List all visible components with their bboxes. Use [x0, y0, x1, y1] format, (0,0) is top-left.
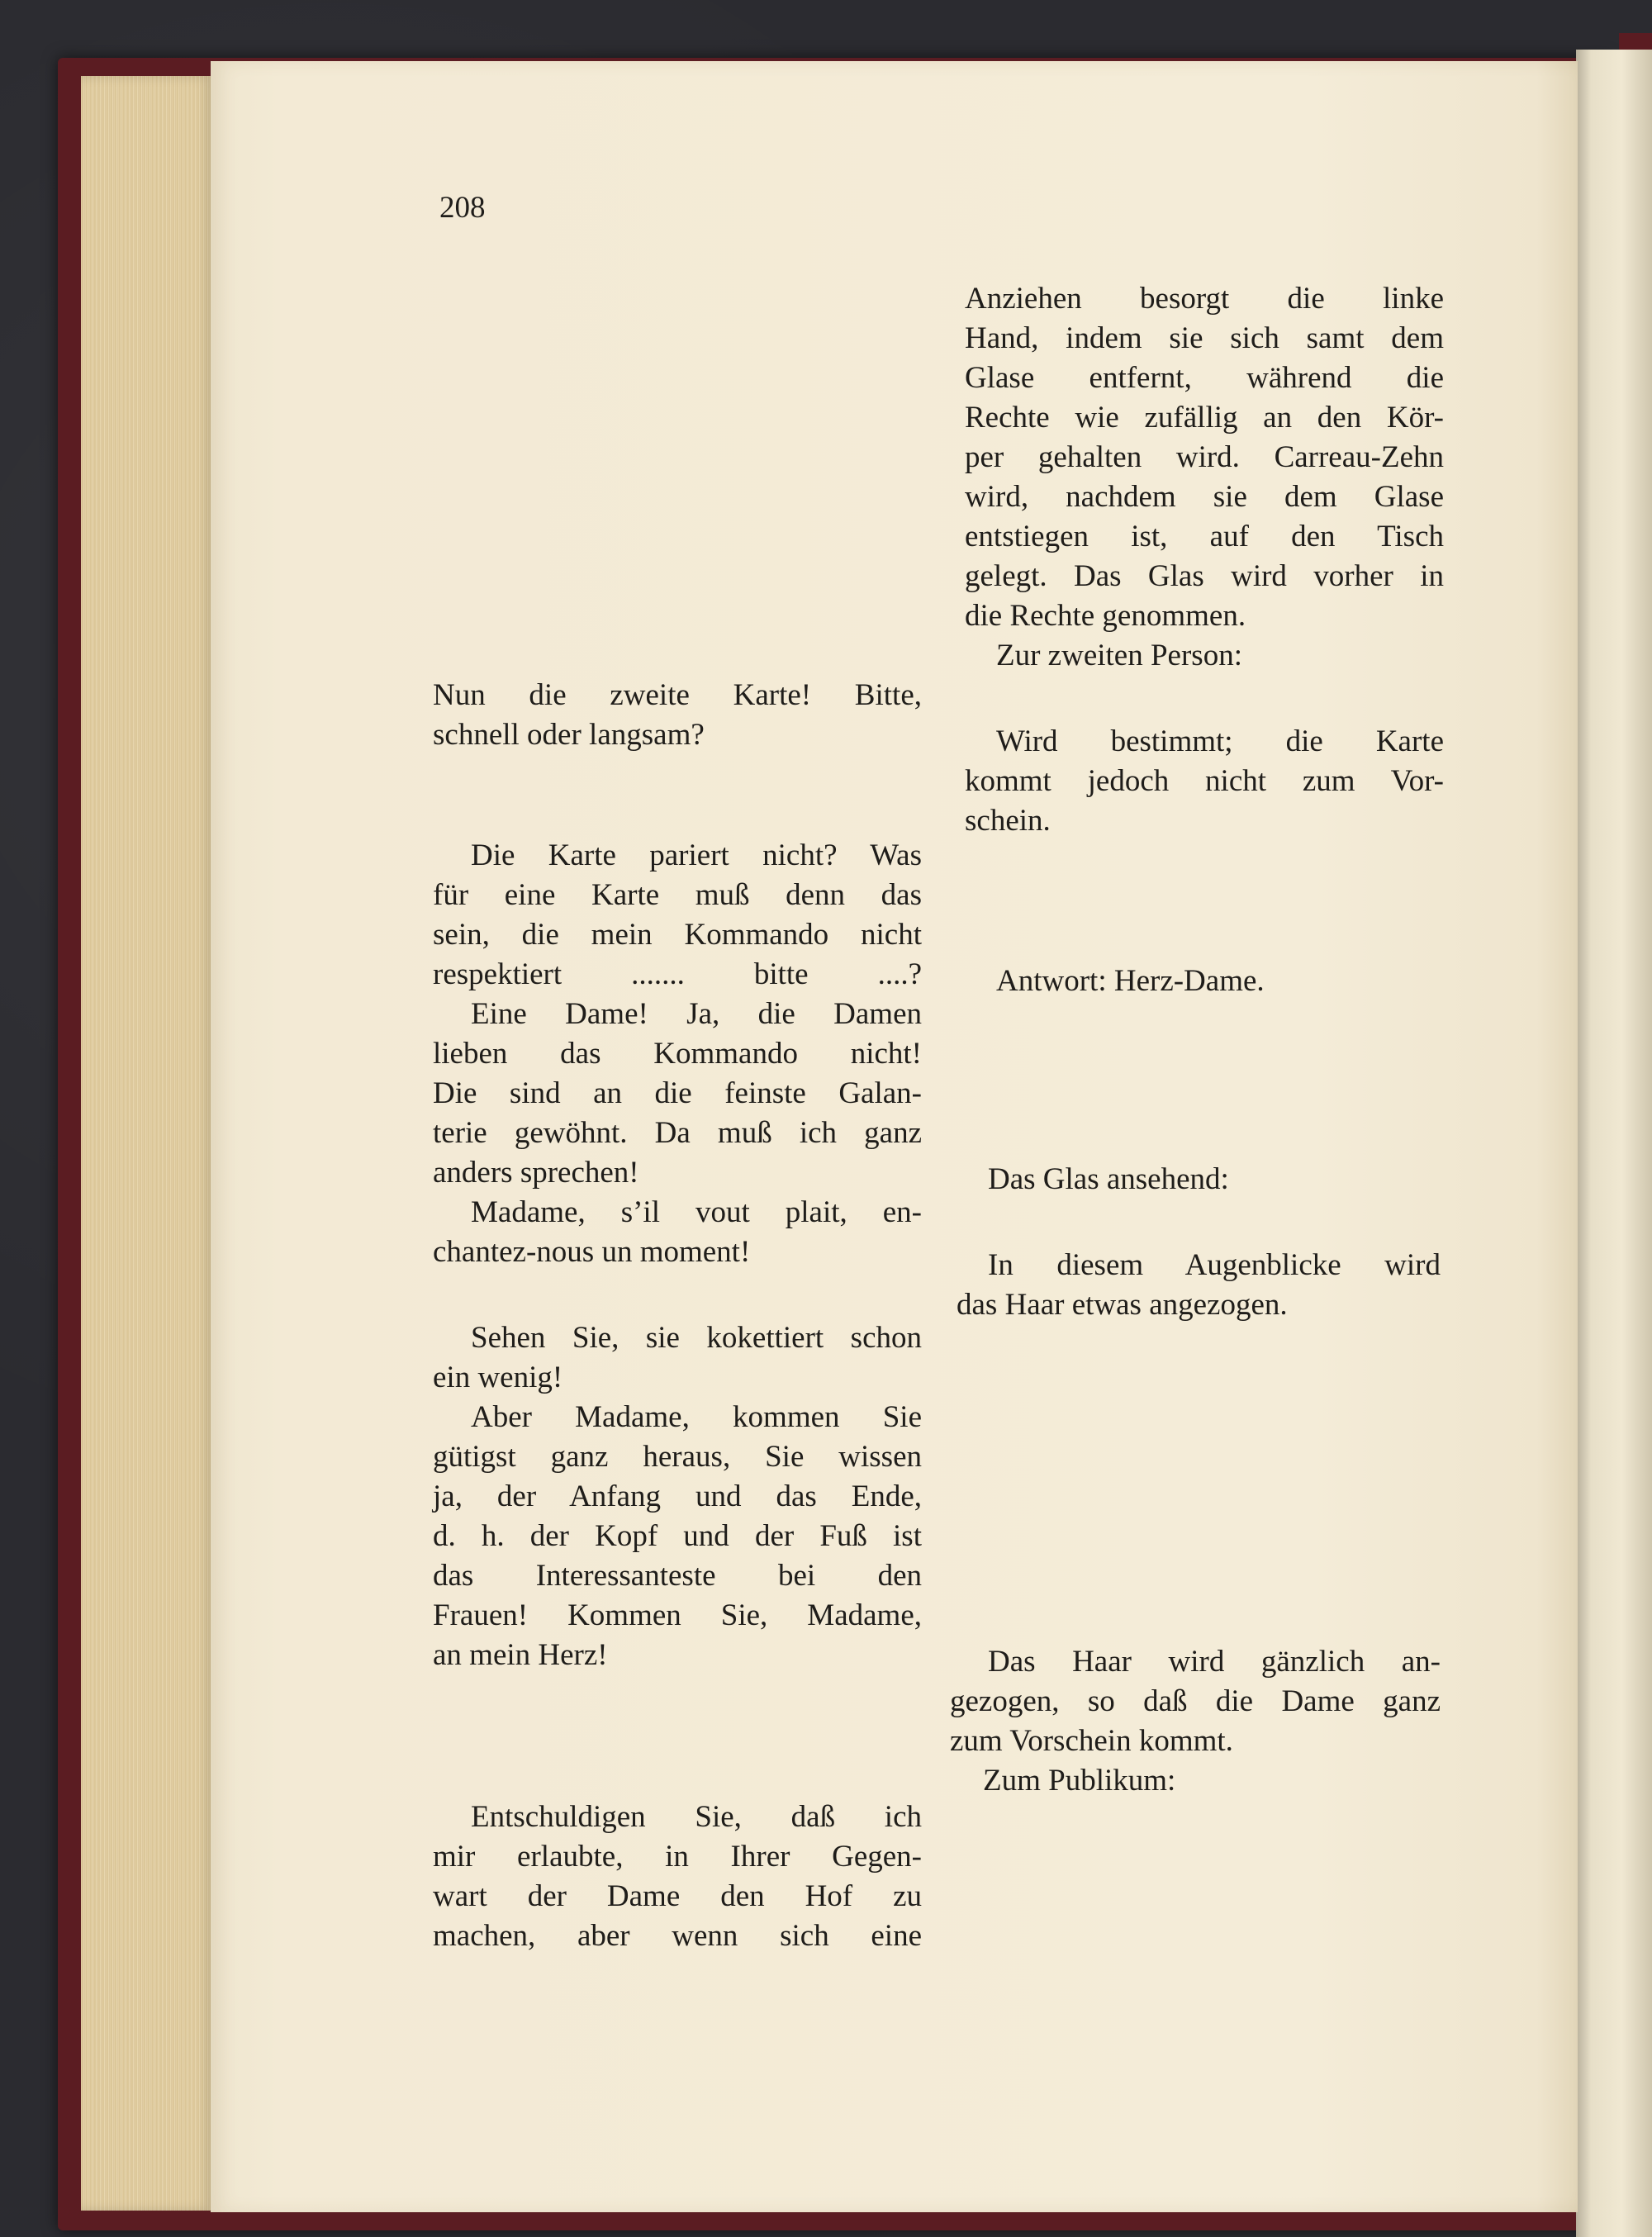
- right-line: Das Haar wird gänzlich an-: [988, 1645, 1441, 1679]
- left-line: anders sprechen!: [433, 1156, 639, 1190]
- left-line: Aber Madame, kommen Sie: [471, 1400, 922, 1434]
- left-line: d. h. der Kopf und der Fuß ist: [433, 1519, 922, 1553]
- left-line: chantez-nous un moment!: [433, 1235, 751, 1269]
- page-edges: [81, 76, 213, 2211]
- right-line: gezogen, so daß die Dame ganz: [950, 1684, 1441, 1718]
- right-line: das Haar etwas angezogen.: [957, 1288, 1288, 1322]
- left-line: wart der Dame den Hof zu: [433, 1879, 922, 1913]
- right-line: Anziehen besorgt die linke: [965, 282, 1444, 316]
- left-line: Nun die zweite Karte! Bitte,: [433, 678, 922, 712]
- right-line: Wird bestimmt; die Karte: [996, 724, 1444, 758]
- left-line: Die Karte pariert nicht? Was: [471, 838, 922, 872]
- left-line: an mein Herz!: [433, 1638, 608, 1672]
- right-line: gelegt. Das Glas wird vorher in: [965, 559, 1444, 593]
- left-line: ein wenig!: [433, 1361, 563, 1394]
- left-line: für eine Karte muß denn das: [433, 878, 922, 912]
- left-line: gütigst ganz heraus, Sie wissen: [433, 1440, 922, 1474]
- right-line: entstiegen ist, auf den Tisch: [965, 520, 1444, 553]
- right-line: wird, nachdem sie dem Glase: [965, 480, 1444, 514]
- right-line: schein.: [965, 804, 1051, 838]
- left-line: machen, aber wenn sich eine: [433, 1919, 922, 1953]
- right-line: die Rechte genommen.: [965, 599, 1246, 633]
- left-line: schnell oder langsam?: [433, 718, 705, 752]
- right-line: zum Vorschein kommt.: [950, 1724, 1233, 1758]
- left-line: ja, der Anfang und das Ende,: [433, 1479, 922, 1513]
- left-line: Die sind an die feinste Galan-: [433, 1076, 922, 1110]
- left-line: mir erlaubte, in Ihrer Gegen-: [433, 1840, 922, 1874]
- left-line: Entschuldigen Sie, daß ich: [471, 1800, 922, 1834]
- right-line: Rechte wie zufällig an den Kör-: [965, 401, 1444, 435]
- left-line: respektiert ....... bitte ....?: [433, 957, 922, 991]
- left-line: sein, die mein Kommando nicht: [433, 918, 922, 952]
- left-line: das Interessanteste bei den: [433, 1559, 922, 1593]
- left-line: Sehen Sie, sie kokettiert schon: [471, 1321, 922, 1355]
- left-line: Eine Dame! Ja, die Damen: [471, 997, 922, 1031]
- right-line: kommt jedoch nicht zum Vor-: [965, 764, 1444, 798]
- right-line: Hand, indem sie sich samt dem: [965, 321, 1444, 355]
- left-line: Madame, s’il vout plait, en-: [471, 1195, 922, 1229]
- right-line: per gehalten wird. Carreau-Zehn: [965, 440, 1444, 474]
- right-line: Zum Publikum:: [983, 1764, 1176, 1798]
- right-line: In diesem Augenblicke wird: [988, 1248, 1441, 1282]
- answer-line: Antwort: Herz-Dame.: [996, 964, 1265, 998]
- right-line: Glase entfernt, während die: [965, 361, 1444, 395]
- glass-heading: Das Glas ansehend:: [988, 1162, 1229, 1196]
- right-line: Zur zweiten Person:: [996, 639, 1242, 672]
- page-number: 208: [439, 191, 486, 225]
- right-page-stack: [1576, 50, 1652, 2237]
- left-line: lieben das Kommando nicht!: [433, 1037, 922, 1071]
- left-line: terie gewöhnt. Da muß ich ganz: [433, 1116, 922, 1150]
- left-line: Frauen! Kommen Sie, Madame,: [433, 1598, 922, 1632]
